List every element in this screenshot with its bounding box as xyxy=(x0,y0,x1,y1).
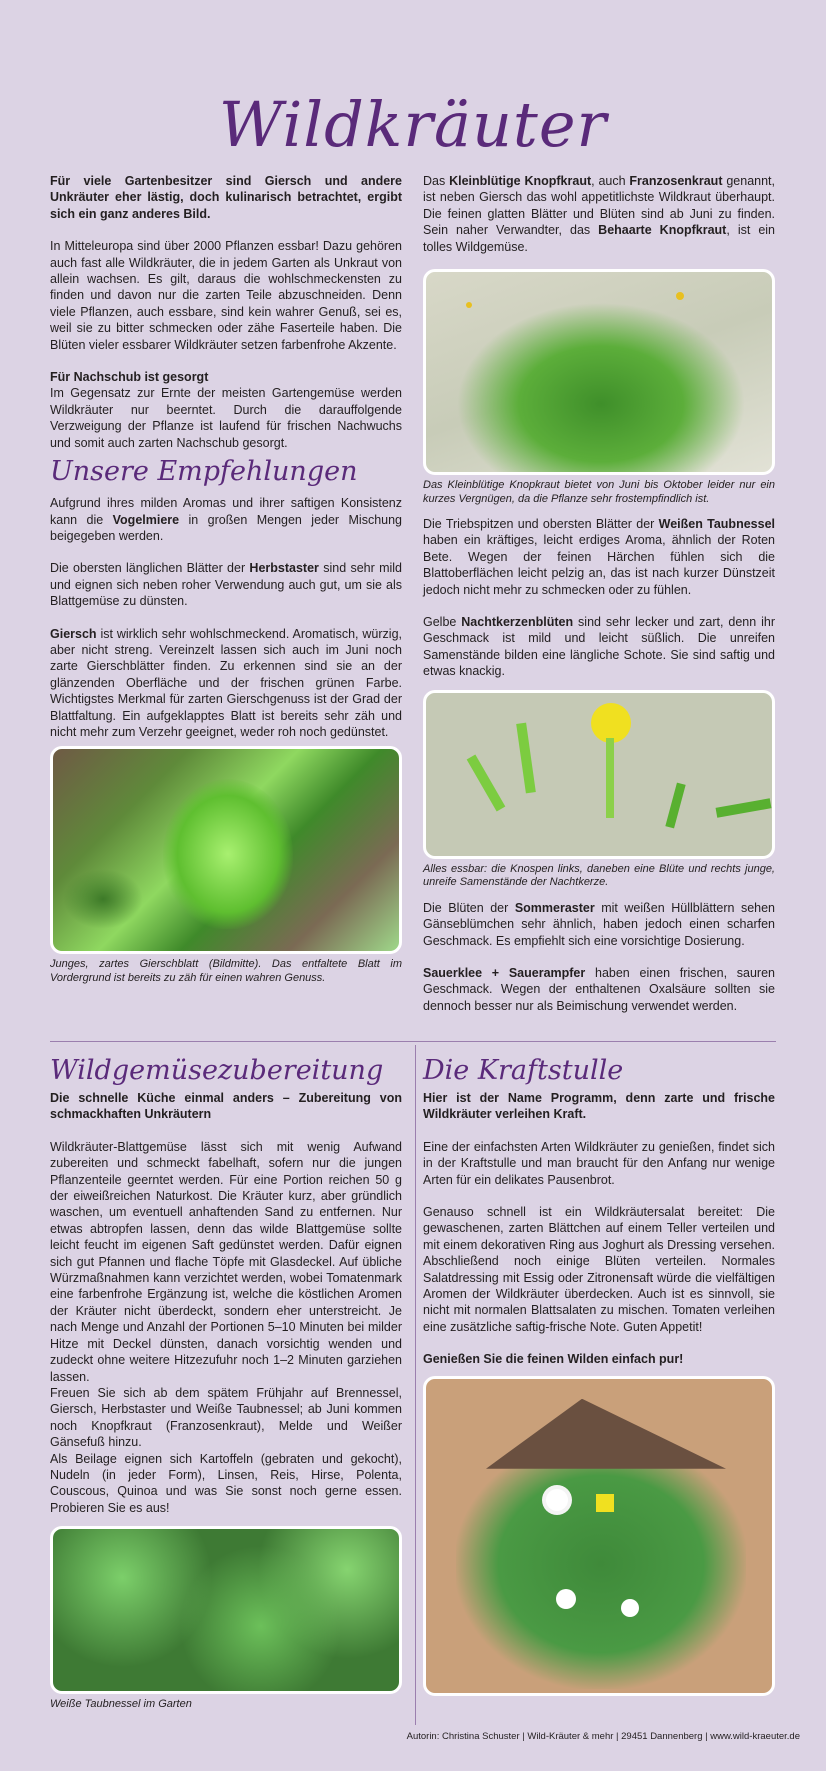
wildgemuese-lead: Die schnelle Küche einmal anders – Zubereitung von schmackhaften Unkräutern xyxy=(50,1091,402,1122)
taubnessel-photo-caption: Weiße Taubnessel im Garten xyxy=(50,1698,192,1711)
intro-lead: Für viele Gartenbesitzer sind Giersch und andere Unkräuter eher lästig, doch kulinarisch betrachtet, ergibt sich ein ganz anderes Bild. xyxy=(50,174,402,221)
closing-line: Genießen Sie die feinen Wilden einfach pur! xyxy=(423,1352,684,1367)
giersch-photo-caption: Junges, zartes Gierschblatt (Bildmitte). Das entfaltete Blatt im Vordergrund ist bereits zu zäh für einen wahren Genuss. xyxy=(50,958,402,984)
knopfkraut-photo xyxy=(423,269,775,475)
kraftstulle-paragraph: Eine der einfachsten Arten Wildkräuter zu genießen, findet sich in der Kraftstulle und man braucht für den Anfang nur wenige Arten für ein delikates Pausenbrot. xyxy=(423,1139,775,1187)
horizontal-divider xyxy=(50,1041,776,1042)
salat-paragraph: Genauso schnell ist ein Wildkräutersalat bereitet: Die gewaschenen, zarten Blättchen auf einem Teller verteilen und mit einem dekorativen Ring aus Joghurt als Dressing versehen. Abschließend noch einige Blüten verteilen. Normales Salatdressing mit Essig oder Zitronensaft würde die vielfältigen Aromen der Wildkräuter überdecken. Auch ist es sinnvoll, sie nicht mit normalen Blattsalaten zu mischen. Tomaten verleihen eine zusätzliche saftig-frische Note. Guten Appetit! xyxy=(423,1205,775,1334)
nachtkerze-photo xyxy=(423,690,775,859)
section-title-empfehlungen: Unsere Empfehlungen xyxy=(50,456,358,488)
taubnessel-photo xyxy=(50,1526,402,1694)
page-title: Wildkräuter xyxy=(218,88,608,161)
footer-credit: Autorin: Christina Schuster | Wild-Kräuter & mehr | 29451 Dannenberg | www.wild-kraeuter.de xyxy=(406,1731,800,1742)
right-bottom-column xyxy=(423,1052,775,1696)
saison-paragraph: Freuen Sie sich ab dem spätem Frühjahr auf Brennessel, Giersch, Herbstaster und Weiße Taubnessel; ab Juni kommen noch Knopfkraut (Franzosenkraut), Melde und Weißer Gänsefuß hinzu. xyxy=(50,1385,402,1450)
giersch-paragraph: Giersch ist wirklich sehr wohlschmeckend. Aromatisch, würzig, aber nicht streng. Vereinzelt lassen sich auch im Juni noch zarte Gierschblätter finden. Zu erkennen sind sie an der glänzenden Oberfläche und der frischen grünen Farbe. Wichtigstes Merkmal für zarten Gierschgenuss ist der Grad der Blattfaltung. Ein aufgeklapptes Blatt ist bereits sehr zäh und nicht mehr zum Verzehr geeignet, weder roh noch gedünstet. xyxy=(50,626,402,739)
kraftstulle-lead: Hier ist der Name Programm, denn zarte und frische Wildkräuter verleihen Kraft. xyxy=(423,1091,775,1122)
section-title-wildgemuese: Wildgemüsezubereitung xyxy=(50,1055,384,1086)
section-title-kraftstulle: Die Kraftstulle xyxy=(423,1055,624,1086)
sommeraster-paragraph: Die Blüten der Sommeraster mit weißen Hüllblättern sehen Gänseblümchen sehr ähnlich, haben jedoch einen scharfen Geschmack. Es empfiehlt sich eine vorsichtige Dosierung. xyxy=(423,900,776,948)
zubereitung-paragraph: Wildkräuter-Blattgemüse lässt sich mit wenig Aufwand zubereiten und schmeckt fabelhaft, sofern nur die jungen Pflanzenteile geerntet werden. Für eine Portion reichen 50 g der eiweißreichen Naturkost. Die Kräuter kurz, aber gründlich waschen, um eventuell anhaftenden Sand zu entfernen. Nur etwas abtropfen lassen, denn das wilde Blattgemüse sollte leicht feucht im eigenen Saft gedünstet werden. Dafür eignen sich gut Pfannen und flache Töpfe mit Glasdeckel. Auf übliche Würzmaßnahmen kann verzichtet werden, wobei Tomatenmark eine farbenfrohe Ergänzung ist, welche die köstlichen Aromen der Kräuter nicht überdeckt, sondern eher unterstreicht. Je nach Menge und Anzahl der Portionen 5–10 Minuten bei milder Hitze mit Deckel dünsten, danach vorsichtig wenden und zudeckt ohne weitere Hitzezufuhr noch 1–2 Minuten garziehen lassen. xyxy=(50,1139,402,1384)
nachschub-paragraph: Im Gegensatz zur Ernte der meisten Gartengemüse werden Wildkräuter nur beerntet. Durch die darauffolgende Verzweigung der Pflanze ist laufend für frischen Nachwuchs und somit auch zarten Nachschub gesorgt. xyxy=(50,386,402,450)
left-top-column xyxy=(50,173,402,995)
nachtkerze-photo-caption: Alles essbar: die Knospen links, daneben eine Blüte und rechts junge, unreife Samenstände der Nachtkerze. xyxy=(423,862,775,889)
knopfkraut-paragraph: Das Kleinblütige Knopfkraut, auch Franzosenkraut genannt, ist neben Giersch das wohl appetitlichste Wildkraut überhaupt. Die feinen glatten Blätter und Blüten sind ab Juni zu finden. Sein naher Verwandter, das Behaarte Knopfkraut, ist ein tolles Wildgemüse. xyxy=(423,174,776,254)
giersch-photo xyxy=(50,746,402,954)
kraftstulle-photo xyxy=(423,1376,775,1696)
intro-paragraph: In Mitteleuropa sind über 2000 Pflanzen essbar! Dazu gehören auch fast alle Wildkräuter, die in jedem Garten als Unkraut von allein wachsen. Es gilt, daraus die wohlschmeckensten zu finden und davon nur die zarten Teile abzuschneiden. Denn viele Pflanzen, auch essbare, sind kein wahrer Genuß, sei es, weil sie zu bitter schmecken oder zähe Faserteile haben. Die Blüten vieler essbarer Wildkräuter setzen farbenfrohe Akzente. xyxy=(50,239,402,352)
left-bottom-column xyxy=(50,1052,402,1722)
vertical-divider xyxy=(415,1045,416,1725)
knopfkraut-photo-caption: Das Kleinblütige Knopkraut bietet von Juni bis Oktober leider nur ein kurzes Vergnügen, da die Pflanze sehr frostempfindlich ist. xyxy=(423,479,775,505)
right-top-column xyxy=(423,173,775,1030)
vogelmiere-paragraph: Aufgrund ihres milden Aromas und ihrer saftigen Konsistenz kann die Vogelmiere in großen Mengen jeder Mischung beigegeben werden. xyxy=(50,496,403,543)
herbstaster-paragraph: Die obersten länglichen Blätter der Herbstaster sind sehr mild und eignen sich neben roher Verwendung auch gut, um sie als Blattgemüse zu dünsten. xyxy=(50,561,402,609)
nachtkerze-paragraph: Gelbe Nachtkerzenblüten sind sehr lecker und zart, denn ihr Geschmack ist mild und leicht süßlich. Die unreifen Samenstände bilden eine längliche Schote. Sie sind saftig und etwas knackig. xyxy=(423,615,775,679)
subhead-nachschub: Für Nachschub ist gesorgt xyxy=(50,370,209,385)
beilage-paragraph: Als Beilage eignen sich Kartoffeln (gebraten und gekocht), Nudeln (in jeder Form), Linsen, Reis, Hirse, Polenta, Couscous, Quinoa und was Sie sonst noch gerne essen. Probieren Sie es aus! xyxy=(50,1451,402,1515)
taubnessel-paragraph: Die Triebspitzen und obersten Blätter der Weißen Taubnessel haben ein kräftiges, leicht erdiges Aroma, ähnlich der Roten Bete. Wegen der feinen Härchen fühlen sich die Blattoberflächen leicht pelzig an, das ist nach kurzer Dünstzeit jedoch nicht mehr zu schmecken oder zu fühlen. xyxy=(423,517,775,597)
sauerklee-paragraph: Sauerklee + Sauerampfer haben einen frischen, sauren Geschmack. Wegen der enthaltenen Oxalsäure sollten sie dennoch besser nur als Beimischung verwendet werden. xyxy=(423,965,775,1013)
